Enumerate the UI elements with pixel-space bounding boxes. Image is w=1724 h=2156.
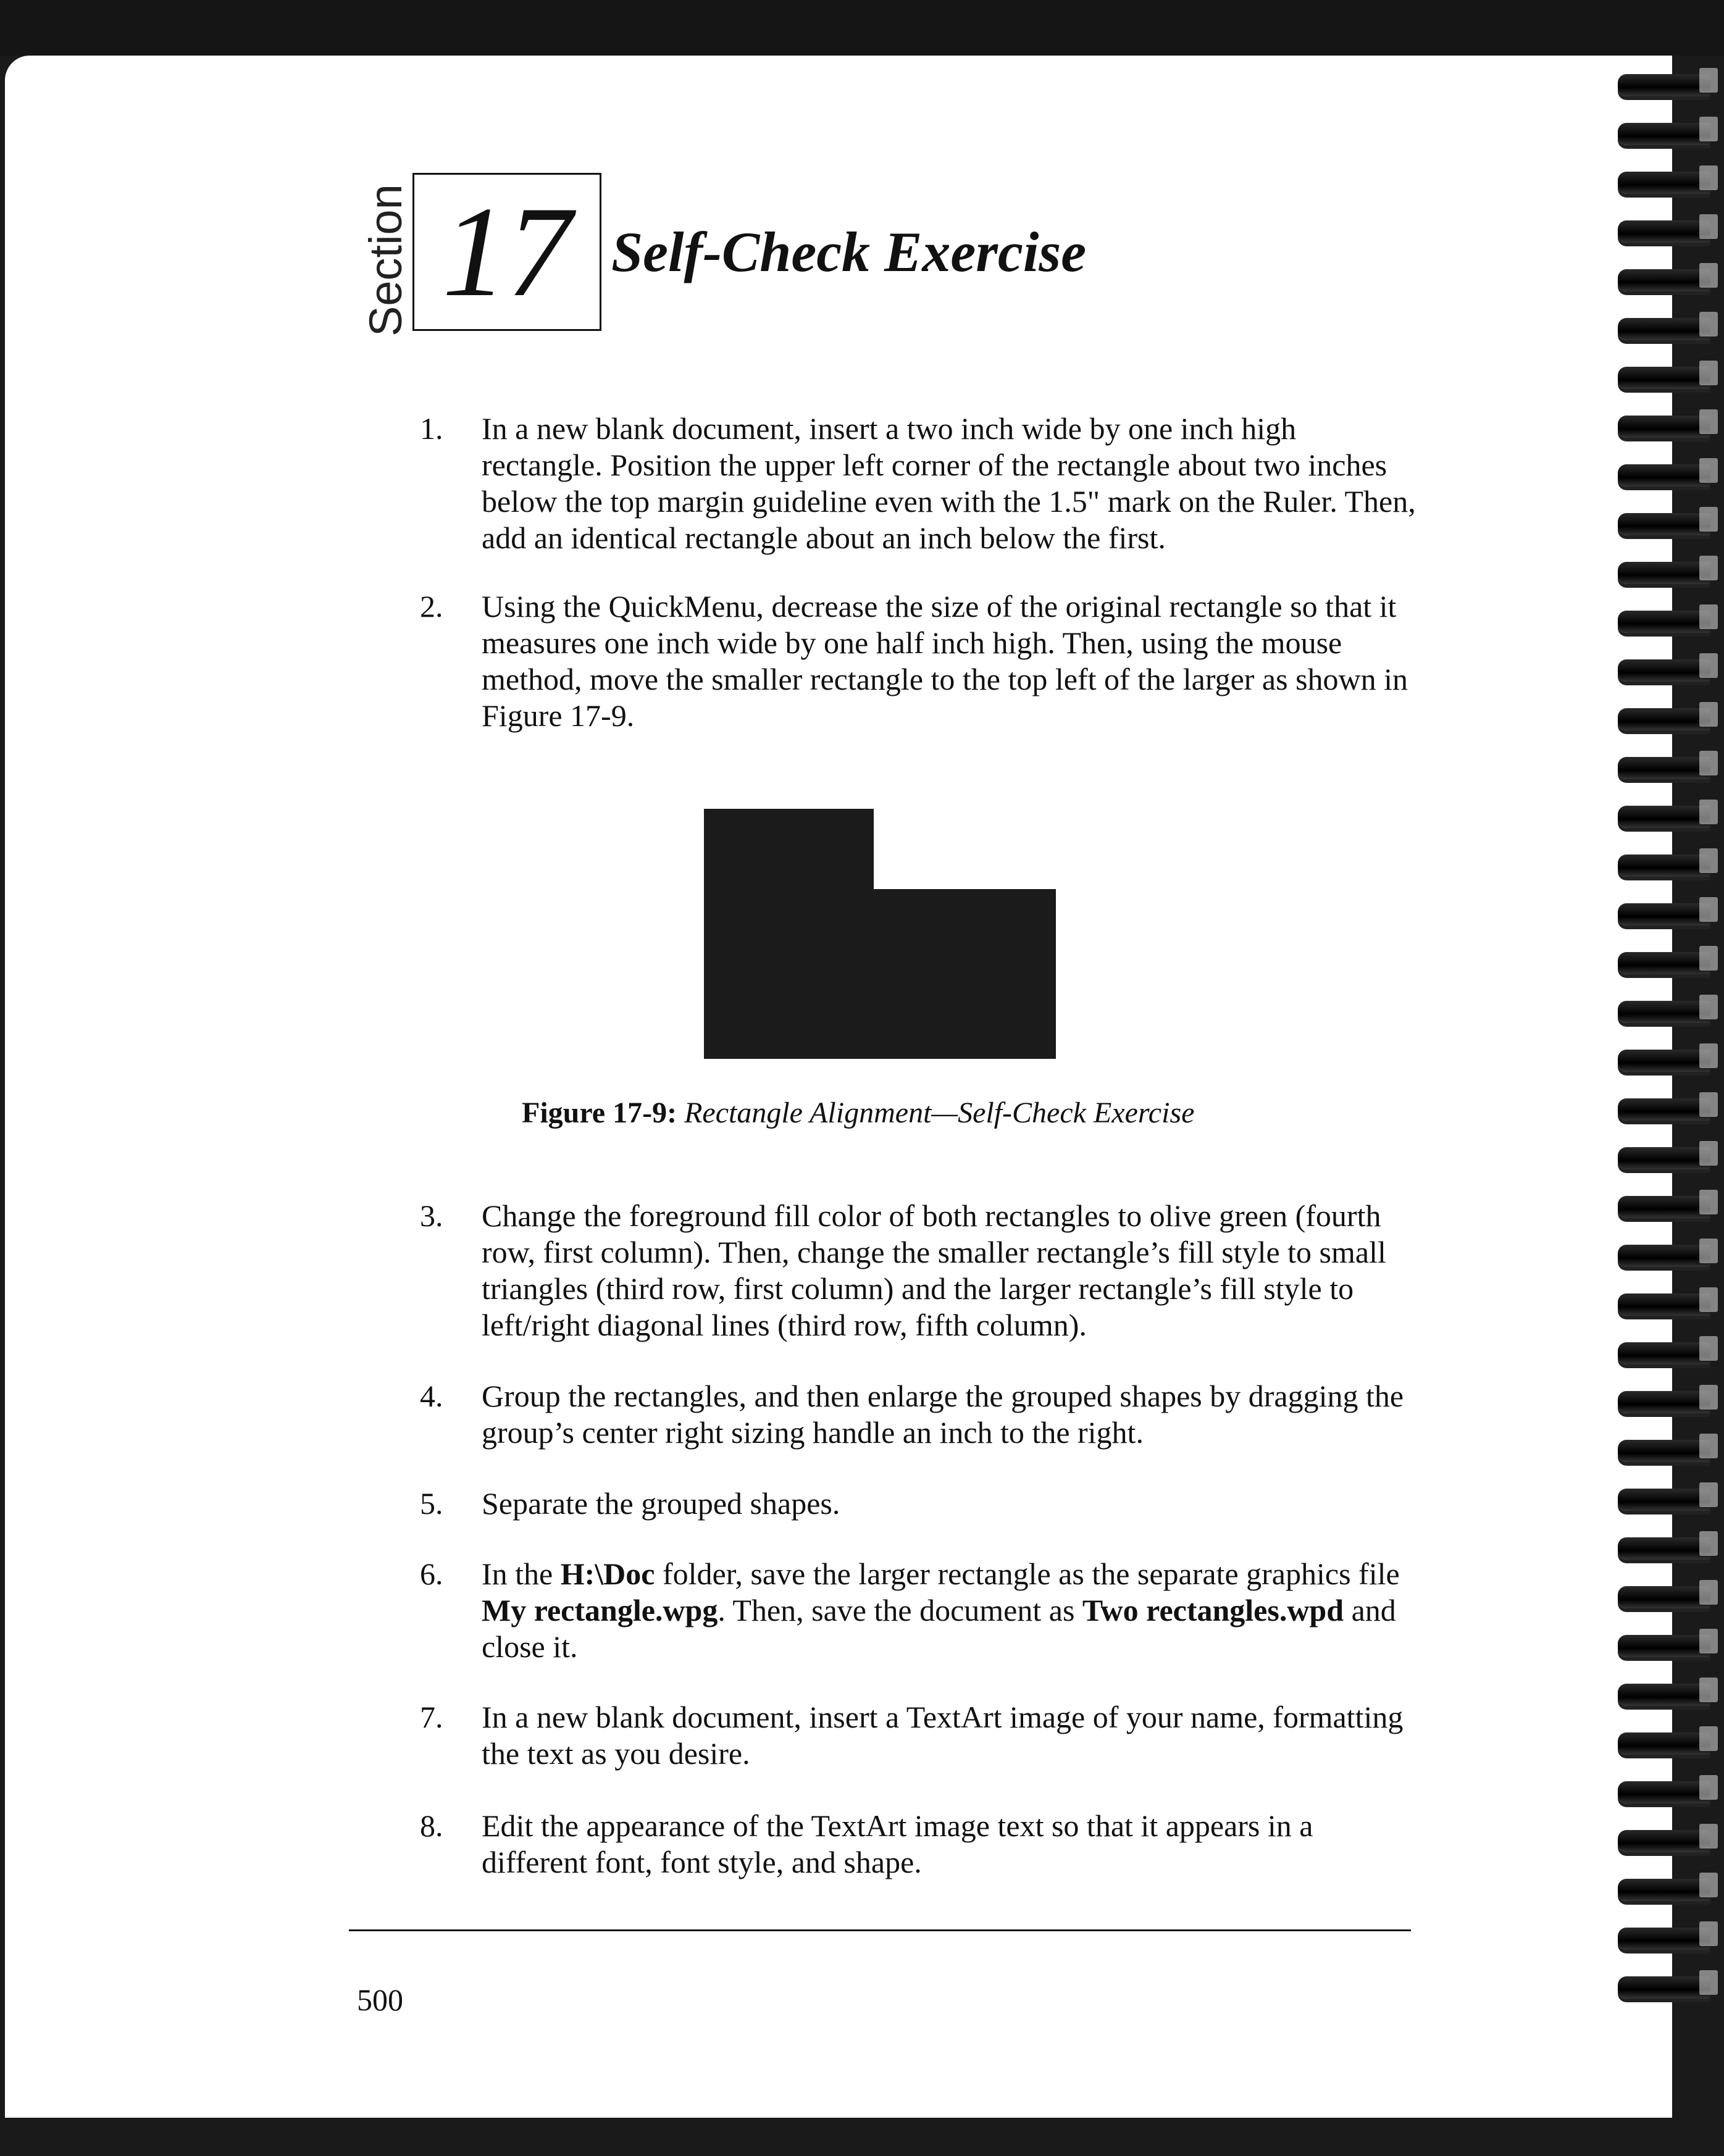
spiral-ring bbox=[1618, 708, 1710, 730]
footer-rule bbox=[349, 1929, 1411, 1931]
spiral-ring bbox=[1618, 269, 1710, 291]
spiral-ring bbox=[1618, 416, 1710, 438]
caption-label: Figure 17-9: bbox=[522, 1097, 677, 1129]
spiral-ring bbox=[1618, 1781, 1710, 1803]
small-rectangle bbox=[704, 809, 874, 895]
item-number: 4. bbox=[420, 1379, 443, 1413]
spiral-ring bbox=[1618, 318, 1710, 340]
section-number-box bbox=[412, 173, 601, 331]
spiral-binding bbox=[1605, 74, 1724, 2037]
spiral-ring bbox=[1618, 1391, 1710, 1413]
spiral-ring bbox=[1618, 1147, 1710, 1169]
spiral-ring bbox=[1618, 464, 1710, 487]
spiral-ring bbox=[1618, 1196, 1710, 1218]
caption-text: Rectangle Alignment—Self-Check Exercise bbox=[684, 1097, 1195, 1129]
spiral-ring bbox=[1618, 74, 1710, 96]
spiral-ring bbox=[1618, 611, 1710, 633]
spiral-ring bbox=[1618, 854, 1710, 877]
spiral-ring bbox=[1618, 367, 1710, 389]
spiral-ring bbox=[1618, 1684, 1710, 1706]
spiral-ring bbox=[1618, 1098, 1710, 1121]
folder-path: H:\Doc bbox=[560, 1556, 655, 1591]
item-number: 7. bbox=[420, 1700, 443, 1734]
item-text: In a new blank document, insert a TextArt image of your name, formatting the text as you desire. bbox=[482, 1700, 1404, 1771]
item-text: In the H:\Doc folder, save the larger rectangle as the separate graphics file My rectangle.wpg. Then, save the document as Two rectangles.wpd and close it. bbox=[482, 1556, 1400, 1664]
spiral-ring bbox=[1618, 562, 1710, 584]
item-number: 2. bbox=[420, 589, 443, 624]
scan-edge bbox=[0, 0, 1724, 56]
spiral-ring bbox=[1618, 1050, 1710, 1072]
item-text: Change the foreground fill color of both rectangles to olive green (fourth row, first column). Then, change the smaller rectangle’s fill style to small triangles (third row, first column) and the larger rectangle’s fill style to left/right diagonal lines (third row, fifth column). bbox=[482, 1198, 1386, 1342]
section-label: Section bbox=[360, 184, 411, 336]
page-title: Self-Check Exercise bbox=[611, 220, 1087, 283]
spiral-ring bbox=[1618, 513, 1710, 535]
spiral-ring bbox=[1618, 1635, 1710, 1657]
spiral-ring bbox=[1618, 1537, 1710, 1560]
page-number: 500 bbox=[357, 1983, 403, 2017]
spiral-ring bbox=[1618, 1440, 1710, 1462]
spiral-ring bbox=[1618, 903, 1710, 925]
spiral-ring bbox=[1618, 1342, 1710, 1364]
spiral-ring bbox=[1618, 757, 1710, 779]
item-number: 3. bbox=[420, 1198, 443, 1233]
document-filename: Two rectangles.wpd bbox=[1082, 1593, 1344, 1627]
spiral-ring bbox=[1618, 659, 1710, 682]
spiral-ring bbox=[1618, 1879, 1710, 1901]
spiral-ring bbox=[1618, 1586, 1710, 1608]
spiral-ring bbox=[1618, 1489, 1710, 1511]
item-number: 1. bbox=[420, 411, 443, 446]
large-rectangle bbox=[704, 889, 1056, 1059]
item-number: 5. bbox=[420, 1486, 443, 1521]
item-text: Using the QuickMenu, decrease the size of the original rectangle so that it measures one inch wide by one half inch high. Then, using the mouse method, move the smaller rectangle to the top left of the larger as shown in Figure 17-9. bbox=[482, 589, 1408, 733]
item-text: Group the rectangles, and then enlarge the grouped shapes by dragging the group’s center right sizing handle an inch to the right. bbox=[482, 1379, 1404, 1450]
spiral-ring bbox=[1618, 1732, 1710, 1755]
item-text: Edit the appearance of the TextArt image text so that it appears in a different font, font style, and shape. bbox=[482, 1808, 1313, 1879]
figure-rectangles bbox=[704, 809, 1056, 1059]
item-number: 8. bbox=[420, 1808, 443, 1843]
spiral-ring bbox=[1618, 806, 1710, 828]
section-number: 17 bbox=[442, 180, 572, 324]
spiral-ring bbox=[1618, 1928, 1710, 1950]
spiral-ring bbox=[1618, 172, 1710, 194]
spiral-ring bbox=[1618, 952, 1710, 974]
spiral-ring bbox=[1618, 1830, 1710, 1852]
large-rectangle-top bbox=[871, 889, 1056, 895]
spiral-ring bbox=[1618, 1293, 1710, 1316]
item-text: Separate the grouped shapes. bbox=[482, 1486, 840, 1521]
spiral-ring bbox=[1618, 1245, 1710, 1267]
spiral-ring bbox=[1618, 220, 1710, 243]
item-number: 6. bbox=[420, 1556, 443, 1591]
spiral-ring bbox=[1618, 1976, 1710, 1999]
item-text: In a new blank document, insert a two inch wide by one inch high rectangle. Position the upper left corner of the rectangle about two inches below the top margin guideline even with the 1.5" mark on the Ruler. Then, add an identical rectangle about an inch below the first. bbox=[482, 411, 1416, 555]
spiral-ring bbox=[1618, 123, 1710, 145]
spiral-ring bbox=[1618, 1001, 1710, 1023]
graphics-filename: My rectangle.wpg bbox=[482, 1593, 718, 1627]
